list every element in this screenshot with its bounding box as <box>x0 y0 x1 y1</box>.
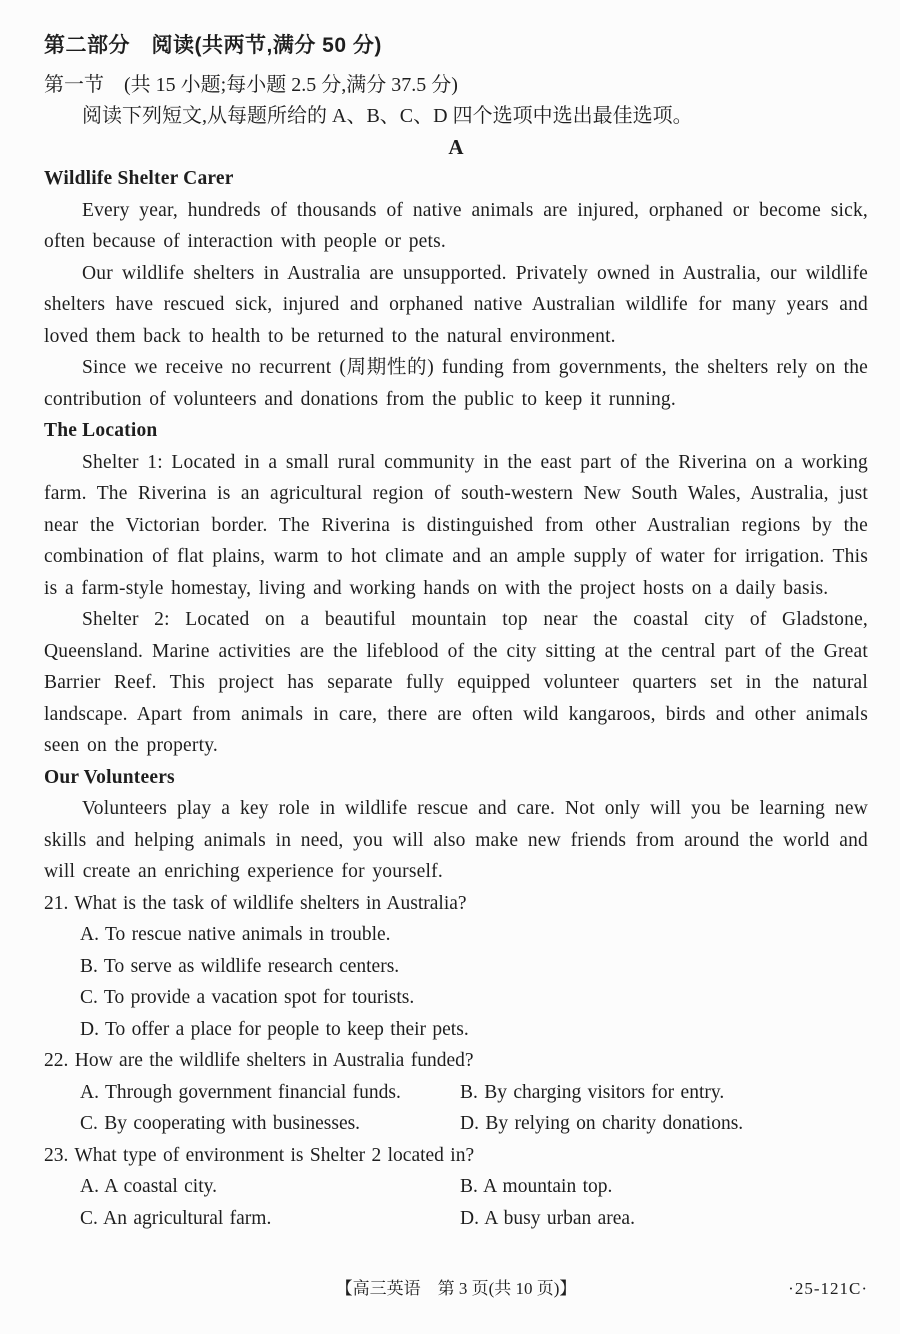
question-21 <box>44 888 868 1046</box>
passage-label: A <box>448 135 464 159</box>
passage-heading-volunteers: Our Volunteers <box>44 766 175 788</box>
instruction-text: 阅读下列短文,从每题所给的 A、B、C、D 四个选项中选出最佳选项。 <box>82 105 693 127</box>
question-23-stem <box>44 1140 868 1172</box>
question-22-option-d: D. By relying on charity donations. <box>460 1113 744 1134</box>
question-21-option-b: B. To serve as wildlife research centers. <box>80 955 400 977</box>
question-22-stem <box>44 1045 868 1077</box>
question-21-text: What is the task of wildlife shelters in Australia? <box>74 892 467 914</box>
passage-heading-location: The Location <box>44 420 158 441</box>
section-title: 第一节 (共 15 小题;每小题 2.5 分,满分 37.5 分) <box>44 74 458 96</box>
question-22-option-a: A. Through government financial funds. <box>80 1081 401 1103</box>
question-22 <box>44 1045 868 1140</box>
question-22-text: How are the wildlife shelters in Australia funded? <box>74 1050 474 1071</box>
question-21-stem <box>44 888 868 920</box>
question-23-option-d: D. A busy urban area. <box>460 1207 635 1229</box>
question-22-options <box>80 1077 868 1140</box>
question-21-options <box>44 919 868 1045</box>
question-21-option-a: A. To rescue native animals in trouble. <box>80 924 391 945</box>
question-23-option-b: B. A mountain top. <box>460 1176 613 1197</box>
question-22-option-b: B. By charging visitors for entry. <box>460 1081 725 1103</box>
question-23-option-c: C. An agricultural farm. <box>80 1207 272 1229</box>
part-title: 第二部分 阅读(共两节,满分 50 分) <box>44 34 382 57</box>
passage-paragraph-3: Since we receive no recurrent (周期性的) funding from governments, the shelters rely on the contribution of volunteers and donations from the public to keep it running. <box>44 357 868 410</box>
question-23 <box>44 1140 868 1235</box>
question-23-number: 23. <box>44 1144 69 1166</box>
question-21-option-c: C. To provide a vacation spot for tourists. <box>80 987 415 1008</box>
passage-paragraph-1: Every year, hundreds of thousands of native animals are injured, orphaned or become sick, often because of interaction with people or pets. <box>44 199 868 252</box>
question-23-text: What type of environment is Shelter 2 located in? <box>74 1144 475 1166</box>
passage-paragraph-4: Shelter 1: Located in a small rural community in the east part of the Riverina on a working farm. The Riverina is an agricultural region of south-western New South Wales, Australia, just near the Victorian border. The Riverina is distinguished from other Australian regions by the combination of flat plains, warm to hot climate and an ample supply of water for irrigation. This is a farm-style homestay, living and working hands on with the project hosts on a daily basis. <box>44 451 868 599</box>
question-23-option-a: A. A coastal city. <box>80 1176 218 1197</box>
passage-paragraph-6: Volunteers play a key role in wildlife rescue and care. Not only will you be learning new skills and helping animals in need, you will also make new friends from around the world and will create an enriching experience for yourself. <box>44 798 868 882</box>
page-footer <box>44 1276 868 1302</box>
footer-page-info: 【高三英语 第 3 页(共 10 页)】 <box>335 1279 577 1298</box>
question-21-option-d: D. To offer a place for people to keep their pets. <box>80 1018 469 1040</box>
passage-paragraph-5: Shelter 2: Located on a beautiful mountain top near the coastal city of Gladstone, Queensland. Marine activities are the lifeblood of the city sitting at the central part of the Great Barrier Reef. This project has separate fully equipped volunteer quarters set in the natural landscape. Apart from animals in care, there are often wild kangaroos, birds and other animals seen on the property. <box>44 609 868 756</box>
question-23-options <box>80 1171 868 1234</box>
question-21-number: 21. <box>44 892 69 914</box>
passage-paragraph-2: Our wildlife shelters in Australia are unsupported. Privately owned in Australia, our wildlife shelters have rescued sick, injured and orphaned native Australian wildlife for many years and loved them back to health to be returned to the natural environment. <box>44 262 868 347</box>
question-22-number: 22. <box>44 1050 69 1071</box>
passage-title: Wildlife Shelter Carer <box>44 168 234 189</box>
question-22-option-c: C. By cooperating with businesses. <box>80 1113 361 1134</box>
footer-paper-code: ·25-121C· <box>788 1279 868 1298</box>
